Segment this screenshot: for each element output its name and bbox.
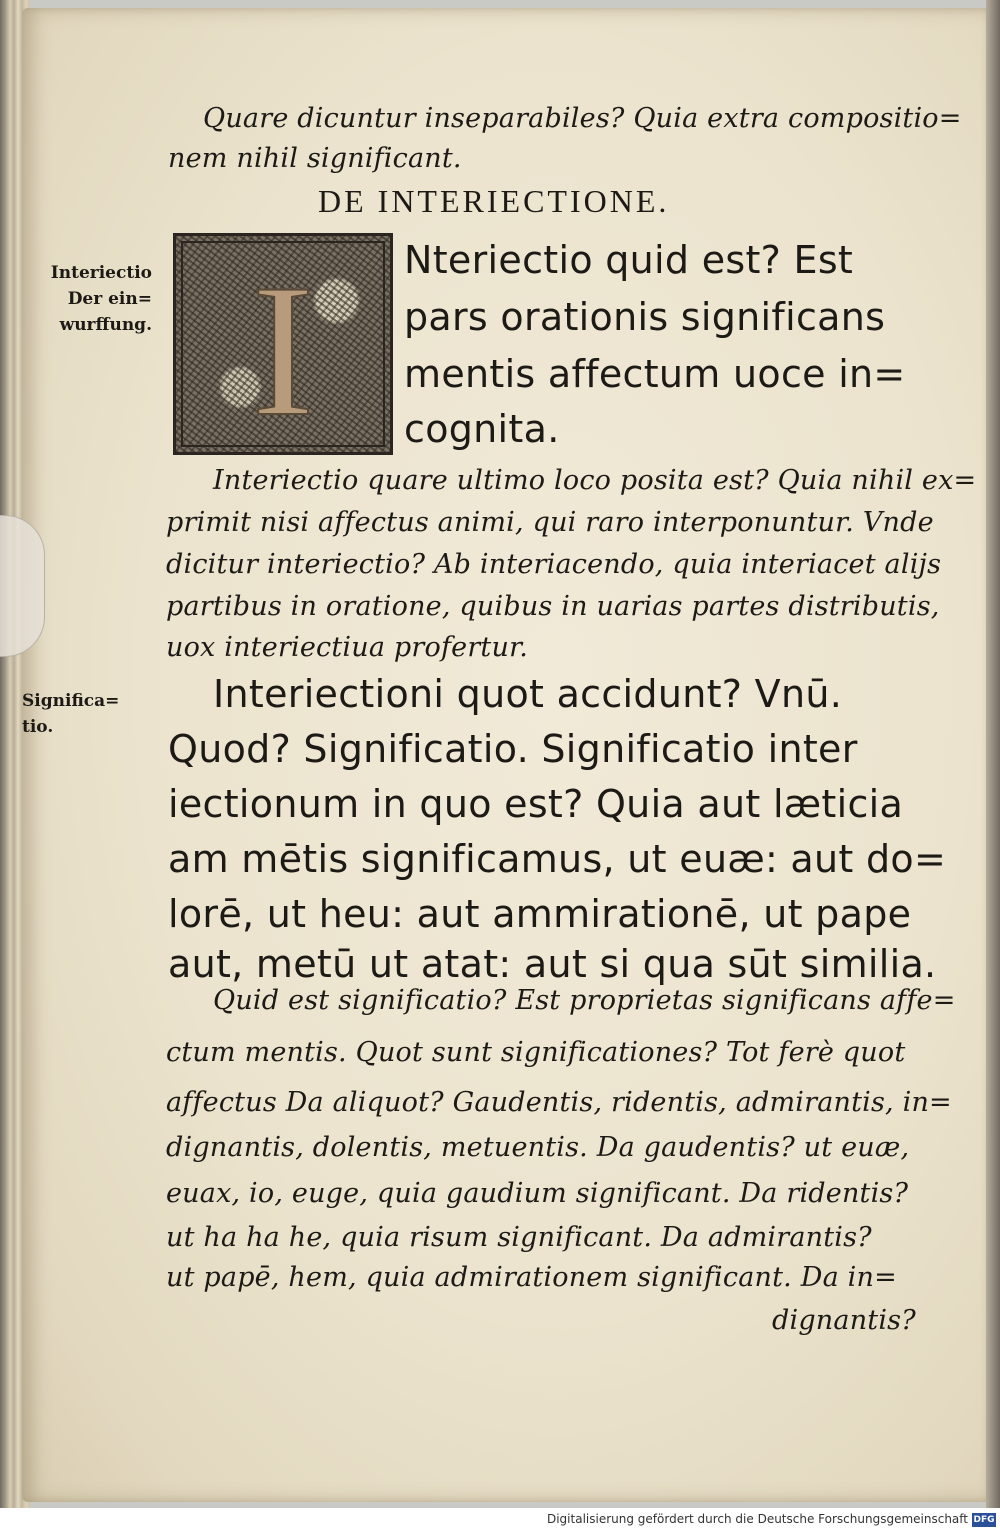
text-line: Quid est significatio? Est proprietas significans affe= — [213, 985, 956, 1016]
text-line: ctum mentis. Quot sunt significationes? Tot ferè quot — [166, 1037, 906, 1068]
text-line: affectus Da aliquot? Gaudentis, ridentis, admirantis, in= — [166, 1087, 952, 1118]
text-line: euax, io, euge, quia gaudium significant. Da ridentis? — [166, 1178, 909, 1209]
text-line: mentis affectum uoce in= — [404, 352, 906, 396]
page-clip — [0, 515, 45, 657]
text-line: aut, metū ut atat: aut si qua sūt similia. — [168, 942, 937, 986]
margin-note-line: Der ein= — [67, 289, 152, 309]
section-heading: DE INTERIECTIONE. — [318, 183, 670, 219]
text-line: nem nihil significant. — [168, 143, 462, 174]
text-line: ut ha ha he, quia risum significant. Da admirantis? — [166, 1222, 872, 1253]
text-line: Quare dicuntur inseparabiles? Quia extra compositio= — [203, 103, 962, 134]
text-line: Interiectioni quot accidunt? Vnū. — [213, 672, 843, 716]
text-line: Nteriectio quid est? Est — [404, 238, 854, 282]
footer-bar — [0, 1508, 1000, 1532]
margin-note-line: Significa= — [22, 691, 120, 711]
text-line: ut papē, hem, quia admirationem significant. Da in= — [166, 1262, 897, 1293]
initial-letter-glyph: I — [251, 246, 315, 452]
text-line: primit nisi affectus animi, qui raro interponuntur. Vnde — [166, 507, 934, 538]
dfg-logo-icon: DFG — [973, 1515, 995, 1525]
margin-note-line: wurffung. — [59, 315, 152, 335]
text-line: lorē, ut heu: aut ammirationē, ut pape — [168, 892, 912, 936]
decorated-initial-letter — [173, 233, 393, 455]
margin-note — [30, 260, 152, 338]
catchword: dignantis? — [772, 1305, 916, 1336]
text-line: dignantis, dolentis, metuentis. Da gaudentis? ut euæ, — [166, 1132, 910, 1163]
text-line: pars orationis significans — [404, 295, 886, 339]
text-line: iectionum in quo est? Quia aut læticia — [168, 782, 904, 826]
margin-note-line: tio. — [22, 717, 54, 737]
text-line: am mētis significamus, ut euæ: aut do= — [168, 837, 947, 881]
margin-note-line: Interiectio — [50, 263, 152, 283]
right-shadow — [986, 0, 1000, 1508]
margin-note — [22, 688, 146, 740]
text-line: Interiectio quare ultimo loco posita est? Quia nihil ex= — [213, 465, 977, 496]
text-line: uox interiectiua profertur. — [166, 632, 528, 663]
text-line: partibus in oratione, quibus in uarias partes distributis, — [166, 591, 940, 622]
text-line: Quod? Significatio. Significatio inter — [168, 727, 858, 771]
footer-credit: Digitalisierung gefördert durch die Deutsche Forschungsgemeinschaft — [546, 1512, 968, 1526]
text-line: dicitur interiectio? Ab interiacendo, quia interiacet alijs — [166, 549, 942, 580]
text-line: cognita. — [404, 407, 560, 451]
